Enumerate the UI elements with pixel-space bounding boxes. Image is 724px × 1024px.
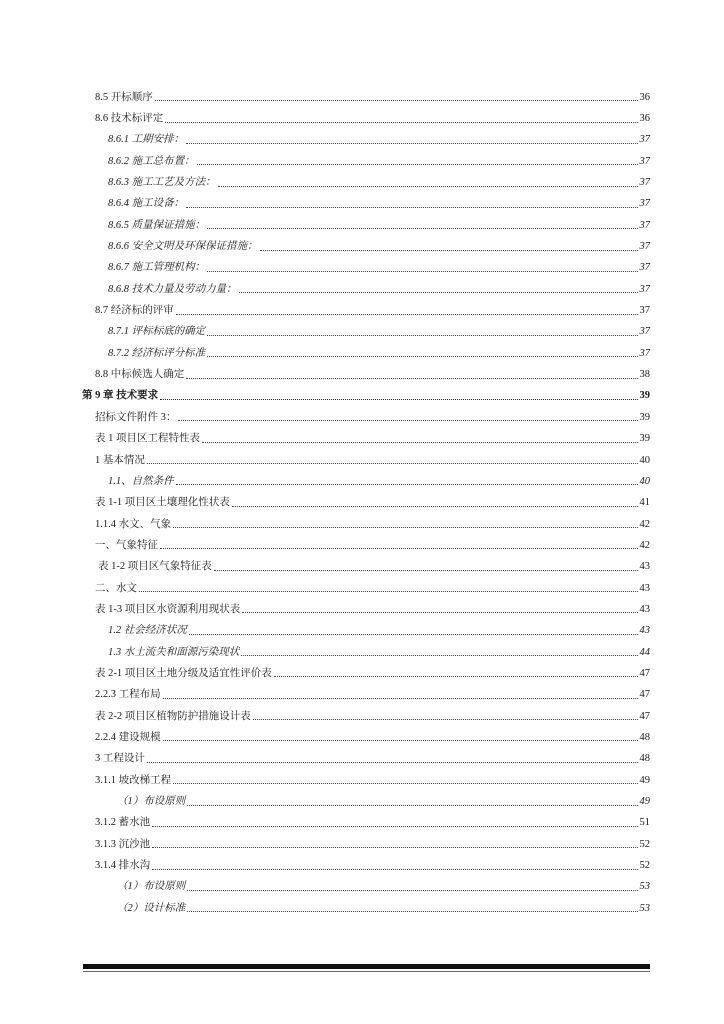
toc-entry[interactable] <box>95 749 650 770</box>
toc-page-number: 52 <box>639 860 650 872</box>
toc-leader-dots <box>155 100 638 101</box>
toc-entry-label: 1 基本情况 <box>95 454 145 466</box>
toc-entry[interactable] <box>95 770 650 791</box>
toc-leader-dots <box>207 335 637 336</box>
toc-entry-label: 招标文件附件 3： <box>95 411 177 423</box>
toc-entry[interactable] <box>117 791 650 812</box>
toc-entry[interactable] <box>95 834 650 855</box>
toc-leader-dots <box>163 698 638 699</box>
toc-entry-label: 8.5 开标顺序 <box>95 91 153 103</box>
toc-leader-dots <box>160 399 637 400</box>
toc-entry-label: 2.2.4 建设规模 <box>95 731 161 743</box>
toc-entry[interactable] <box>108 130 650 151</box>
toc-entry[interactable] <box>108 236 650 257</box>
toc-leader-dots <box>207 356 637 357</box>
toc-page-number: 37 <box>639 219 650 231</box>
toc-entry[interactable] <box>95 514 650 535</box>
footer-rule-thin <box>83 971 650 972</box>
toc-page-number: 42 <box>639 518 650 530</box>
toc-entry[interactable] <box>108 322 650 343</box>
toc-chapter-entry[interactable] <box>82 386 650 407</box>
toc-page-number: 40 <box>639 475 650 487</box>
toc-entry[interactable] <box>108 343 650 364</box>
toc-entry-label: 第 9 章 技术要求 <box>82 390 159 402</box>
toc-entry[interactable] <box>95 813 650 834</box>
toc-entry-label: 3.1.4 排水沟 <box>95 860 151 872</box>
toc-leader-dots <box>152 869 637 870</box>
toc-page-number: 37 <box>639 347 650 359</box>
toc-entry-label: 2.2.3 工程布局 <box>95 689 161 701</box>
toc-leader-dots <box>147 762 638 763</box>
toc-entry-label: 3.1.1 坡改梯工程 <box>95 774 172 786</box>
toc-entry-label: 表 1-3 项目区水资源利用现状表 <box>95 603 241 615</box>
toc-page-number: 36 <box>639 91 650 103</box>
toc-entry[interactable] <box>95 108 650 129</box>
toc-leader-dots <box>178 420 637 421</box>
toc-page-number: 38 <box>639 369 650 381</box>
toc-entry-label: 8.6.2 施工总布置： <box>108 155 195 167</box>
toc-page-number: 44 <box>639 646 650 658</box>
toc-page-number: 43 <box>639 625 650 637</box>
toc-page-number: 42 <box>639 539 650 551</box>
toc-entry-label: 8.7.2 经济标评分标准 <box>108 347 206 359</box>
toc-leader-dots <box>187 911 637 912</box>
toc-leader-dots <box>189 634 638 635</box>
toc-entry[interactable] <box>108 194 650 215</box>
toc-entry-label: 8.6 技术标评定 <box>95 113 164 125</box>
toc-entry[interactable] <box>95 429 650 450</box>
toc-entry[interactable] <box>108 279 650 300</box>
toc-leader-dots <box>207 271 637 272</box>
toc-leader-dots <box>187 805 637 806</box>
toc-leader-dots <box>173 783 637 784</box>
toc-leader-dots <box>139 591 638 592</box>
toc-entry-label: 8.6.3 施工工艺及方法： <box>108 177 216 189</box>
toc-entry[interactable] <box>95 300 650 321</box>
toc-entry-label: 8.6.1 工期安排： <box>108 134 185 146</box>
toc-entry[interactable] <box>95 706 650 727</box>
toc-page-number: 47 <box>639 667 650 679</box>
toc-page-number: 43 <box>639 561 650 573</box>
toc-entry-label: 8.7 经济标的评审 <box>95 305 174 317</box>
toc-page-number: 53 <box>639 902 650 914</box>
toc-entry-label: 一、气象特征 <box>95 539 158 551</box>
toc-leader-dots <box>239 292 638 293</box>
toc-entry-label: 表 1 项目区工程特性表 <box>95 433 200 445</box>
toc-entry[interactable] <box>95 535 650 556</box>
toc-entry[interactable] <box>108 621 650 642</box>
toc-entry-label: 表 1-2 项目区气象特征表 <box>98 561 212 573</box>
toc-page-number: 37 <box>639 305 650 317</box>
toc-leader-dots <box>186 207 637 208</box>
toc-entry-label: 8.6.4 施工设备： <box>108 198 185 210</box>
toc-entry-label: 1.2 社会经济状况 <box>108 625 187 637</box>
toc-entry-label: 表 2-1 项目区土地分级及适宜性评价表 <box>95 667 272 679</box>
toc-entry-label: 表 2-2 项目区植物防护措施设计表 <box>95 710 251 722</box>
toc-entry-label: 1.1、自然条件 <box>108 475 174 487</box>
toc-entry[interactable] <box>95 578 650 599</box>
toc-entry[interactable] <box>108 471 650 492</box>
toc-entry-label: 8.6.7 施工管理机构： <box>108 262 206 274</box>
toc-page-number: 36 <box>639 113 650 125</box>
toc-leader-dots <box>260 250 638 251</box>
toc-leader-dots <box>253 719 638 720</box>
toc-entry[interactable] <box>117 877 650 898</box>
toc-leader-dots <box>186 378 637 379</box>
toc-entry[interactable] <box>95 727 650 748</box>
toc-leader-dots <box>274 676 638 677</box>
toc-leader-dots <box>197 164 638 165</box>
toc-leader-dots <box>218 186 638 187</box>
toc-entry[interactable] <box>108 215 650 236</box>
toc-entry[interactable] <box>95 855 650 876</box>
toc-entry-label: （1）布设原则 <box>117 796 186 808</box>
toc-entry-label: 8.6.8 技术力量及劳动力量： <box>108 283 237 295</box>
toc-page-number: 47 <box>639 689 650 701</box>
toc-entry[interactable] <box>108 172 650 193</box>
toc-leader-dots <box>232 506 638 507</box>
toc-leader-dots <box>187 890 637 891</box>
toc-page-number: 37 <box>639 326 650 338</box>
toc-entry[interactable] <box>95 407 650 428</box>
toc-leader-dots <box>160 548 638 549</box>
toc-entry[interactable] <box>108 642 650 663</box>
toc-leader-dots <box>186 143 637 144</box>
toc-entry[interactable] <box>117 898 650 919</box>
toc-leader-dots <box>207 228 637 229</box>
toc-leader-dots <box>173 527 637 528</box>
toc-page-number: 43 <box>639 603 650 615</box>
toc-entry-label: 3.1.2 蓄水池 <box>95 817 151 829</box>
toc-page-number: 39 <box>639 390 650 402</box>
toc-leader-dots <box>176 484 638 485</box>
toc-page-number: 48 <box>639 753 650 765</box>
toc-page-number: 41 <box>639 497 650 509</box>
toc-leader-dots <box>242 612 637 613</box>
toc-page-number: 51 <box>639 817 650 829</box>
toc-page-number: 37 <box>639 134 650 146</box>
toc-entry[interactable] <box>95 599 650 620</box>
toc-entry[interactable] <box>95 685 650 706</box>
toc-page-number: 37 <box>639 177 650 189</box>
toc-entry[interactable] <box>95 493 650 514</box>
toc-leader-dots <box>176 314 638 315</box>
toc-entry[interactable] <box>98 557 650 578</box>
toc-entry[interactable] <box>95 87 650 108</box>
toc-leader-dots <box>147 463 638 464</box>
toc-entry-label: 8.6.6 安全文明及环保保证措施： <box>108 241 258 253</box>
toc-page-number: 53 <box>639 881 650 893</box>
table-of-contents <box>0 87 724 919</box>
toc-leader-dots <box>163 740 638 741</box>
toc-leader-dots <box>165 122 637 123</box>
toc-page-number: 37 <box>639 198 650 210</box>
toc-page-number: 47 <box>639 710 650 722</box>
toc-entry-label: （2）设计标准 <box>117 902 186 914</box>
toc-entry[interactable] <box>95 364 650 385</box>
toc-page-number: 49 <box>639 796 650 808</box>
toc-page-number: 39 <box>639 411 650 423</box>
toc-page-number: 37 <box>639 155 650 167</box>
toc-page-number: 39 <box>639 433 650 445</box>
toc-leader-dots <box>214 570 638 571</box>
toc-leader-dots <box>152 847 637 848</box>
toc-entry-label: 8.7.1 评标标底的确定 <box>108 326 206 338</box>
toc-page-number: 49 <box>639 774 650 786</box>
toc-entry-label: 二、水文 <box>95 582 137 594</box>
footer-rule <box>83 964 650 969</box>
toc-entry-label: 8.6.5 质量保证措施： <box>108 219 206 231</box>
toc-entry-label: 3 工程设计 <box>95 753 145 765</box>
toc-leader-dots <box>241 655 637 656</box>
toc-page-number: 37 <box>639 283 650 295</box>
toc-entry-label: 3.1.3 沉沙池 <box>95 838 151 850</box>
toc-entry[interactable] <box>108 151 650 172</box>
toc-page-number: 40 <box>639 454 650 466</box>
toc-entry[interactable] <box>95 663 650 684</box>
toc-entry-label: 表 1-1 项目区土壤理化性状表 <box>95 497 230 509</box>
toc-page-number: 37 <box>639 241 650 253</box>
toc-entry-label: 1.3 水土流失和面源污染现状 <box>108 646 240 658</box>
toc-entry-label: （1）布设原则 <box>117 881 186 893</box>
toc-entry-label: 8.8 中标候选人确定 <box>95 369 185 381</box>
toc-page-number: 52 <box>639 838 650 850</box>
toc-entry-label: 1.1.4 水文、气象 <box>95 518 172 530</box>
toc-page-number: 48 <box>639 731 650 743</box>
toc-page-number: 37 <box>639 262 650 274</box>
toc-leader-dots <box>202 442 638 443</box>
toc-entry[interactable] <box>108 258 650 279</box>
toc-leader-dots <box>152 826 637 827</box>
toc-entry[interactable] <box>95 450 650 471</box>
toc-page-number: 43 <box>639 582 650 594</box>
